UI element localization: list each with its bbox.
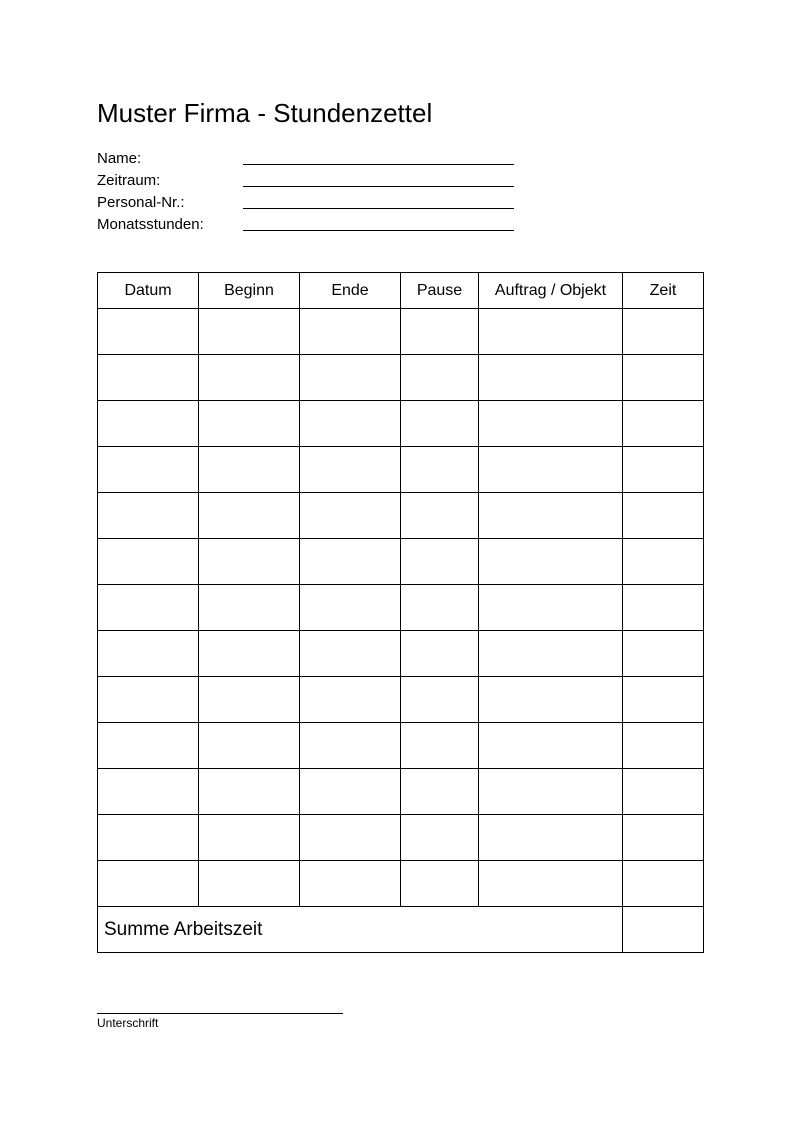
cell-time[interactable] (623, 585, 704, 631)
sum-value-cell[interactable] (623, 907, 704, 953)
timesheet-table (97, 272, 704, 953)
cell-date[interactable] (98, 401, 199, 447)
cell-date[interactable] (98, 309, 199, 355)
field-label-personnel-number: Personal-Nr.: (97, 194, 185, 211)
table-header-row (98, 273, 704, 309)
cell-end[interactable] (300, 447, 401, 493)
cell-date[interactable] (98, 539, 199, 585)
cell-break[interactable] (401, 815, 479, 861)
cell-time[interactable] (623, 355, 704, 401)
table-row (98, 769, 704, 815)
cell-time[interactable] (623, 815, 704, 861)
cell-start[interactable] (199, 447, 300, 493)
column-header-order: Auftrag / Objekt (479, 273, 623, 309)
cell-order[interactable] (479, 861, 623, 907)
cell-break[interactable] (401, 677, 479, 723)
cell-break[interactable] (401, 631, 479, 677)
cell-time[interactable] (623, 539, 704, 585)
table-row (98, 861, 704, 907)
cell-date[interactable] (98, 815, 199, 861)
cell-time[interactable] (623, 723, 704, 769)
cell-order[interactable] (479, 493, 623, 539)
cell-start[interactable] (199, 355, 300, 401)
cell-break[interactable] (401, 493, 479, 539)
cell-time[interactable] (623, 677, 704, 723)
table-row (98, 677, 704, 723)
cell-time[interactable] (623, 631, 704, 677)
cell-time[interactable] (623, 493, 704, 539)
cell-end[interactable] (300, 677, 401, 723)
cell-order[interactable] (479, 585, 623, 631)
cell-order[interactable] (479, 355, 623, 401)
field-line-personnel-number[interactable] (243, 208, 514, 209)
cell-end[interactable] (300, 861, 401, 907)
table-row (98, 815, 704, 861)
cell-date[interactable] (98, 631, 199, 677)
field-period (97, 170, 527, 192)
cell-end[interactable] (300, 631, 401, 677)
table-row (98, 539, 704, 585)
cell-order[interactable] (479, 815, 623, 861)
column-header-end: Ende (300, 273, 401, 309)
cell-break[interactable] (401, 401, 479, 447)
cell-end[interactable] (300, 309, 401, 355)
cell-break[interactable] (401, 723, 479, 769)
cell-date[interactable] (98, 585, 199, 631)
field-label-monthly-hours: Monatsstunden: (97, 216, 204, 233)
cell-start[interactable] (199, 401, 300, 447)
cell-end[interactable] (300, 355, 401, 401)
cell-break[interactable] (401, 309, 479, 355)
cell-order[interactable] (479, 769, 623, 815)
cell-end[interactable] (300, 585, 401, 631)
cell-order[interactable] (479, 677, 623, 723)
cell-start[interactable] (199, 631, 300, 677)
table-row (98, 447, 704, 493)
cell-start[interactable] (199, 539, 300, 585)
cell-date[interactable] (98, 861, 199, 907)
cell-end[interactable] (300, 401, 401, 447)
cell-order[interactable] (479, 401, 623, 447)
cell-start[interactable] (199, 585, 300, 631)
cell-start[interactable] (199, 309, 300, 355)
table-row (98, 493, 704, 539)
cell-end[interactable] (300, 815, 401, 861)
cell-date[interactable] (98, 769, 199, 815)
cell-order[interactable] (479, 447, 623, 493)
cell-order[interactable] (479, 723, 623, 769)
field-line-monthly-hours[interactable] (243, 230, 514, 231)
table-body (98, 309, 704, 907)
cell-order[interactable] (479, 631, 623, 677)
field-label-name: Name: (97, 150, 142, 167)
cell-order[interactable] (479, 539, 623, 585)
cell-start[interactable] (199, 769, 300, 815)
sum-label: Summe Arbeitszeit (98, 907, 623, 953)
signature-label: Unterschrift (97, 1016, 159, 1030)
header-fields (97, 148, 527, 236)
cell-date[interactable] (98, 723, 199, 769)
cell-end[interactable] (300, 493, 401, 539)
page-title: Muster Firma - Stundenzettel (97, 98, 433, 128)
cell-end[interactable] (300, 769, 401, 815)
column-header-date: Datum (98, 273, 199, 309)
cell-break[interactable] (401, 539, 479, 585)
cell-time[interactable] (623, 309, 704, 355)
field-monthly-hours (97, 214, 527, 236)
field-line-name[interactable] (243, 164, 514, 165)
cell-date[interactable] (98, 677, 199, 723)
cell-date[interactable] (98, 355, 199, 401)
cell-start[interactable] (199, 861, 300, 907)
field-name (97, 148, 527, 170)
signature-line[interactable] (97, 1013, 343, 1014)
field-line-period[interactable] (243, 186, 514, 187)
cell-break[interactable] (401, 585, 479, 631)
cell-time[interactable] (623, 447, 704, 493)
cell-time[interactable] (623, 769, 704, 815)
table-row (98, 631, 704, 677)
field-personnel-number (97, 192, 527, 214)
table-row (98, 309, 704, 355)
cell-time[interactable] (623, 401, 704, 447)
cell-break[interactable] (401, 355, 479, 401)
cell-date[interactable] (98, 493, 199, 539)
column-header-start: Beginn (199, 273, 300, 309)
cell-break[interactable] (401, 861, 479, 907)
cell-start[interactable] (199, 815, 300, 861)
cell-break[interactable] (401, 769, 479, 815)
sum-row (98, 907, 704, 953)
cell-order[interactable] (479, 309, 623, 355)
column-header-time: Zeit (623, 273, 704, 309)
cell-time[interactable] (623, 861, 704, 907)
cell-end[interactable] (300, 539, 401, 585)
cell-start[interactable] (199, 677, 300, 723)
cell-end[interactable] (300, 723, 401, 769)
table-row (98, 723, 704, 769)
table-row (98, 585, 704, 631)
cell-start[interactable] (199, 493, 300, 539)
cell-break[interactable] (401, 447, 479, 493)
cell-start[interactable] (199, 723, 300, 769)
table-row (98, 401, 704, 447)
cell-date[interactable] (98, 447, 199, 493)
table-row (98, 355, 704, 401)
column-header-break: Pause (401, 273, 479, 309)
field-label-period: Zeitraum: (97, 172, 161, 189)
